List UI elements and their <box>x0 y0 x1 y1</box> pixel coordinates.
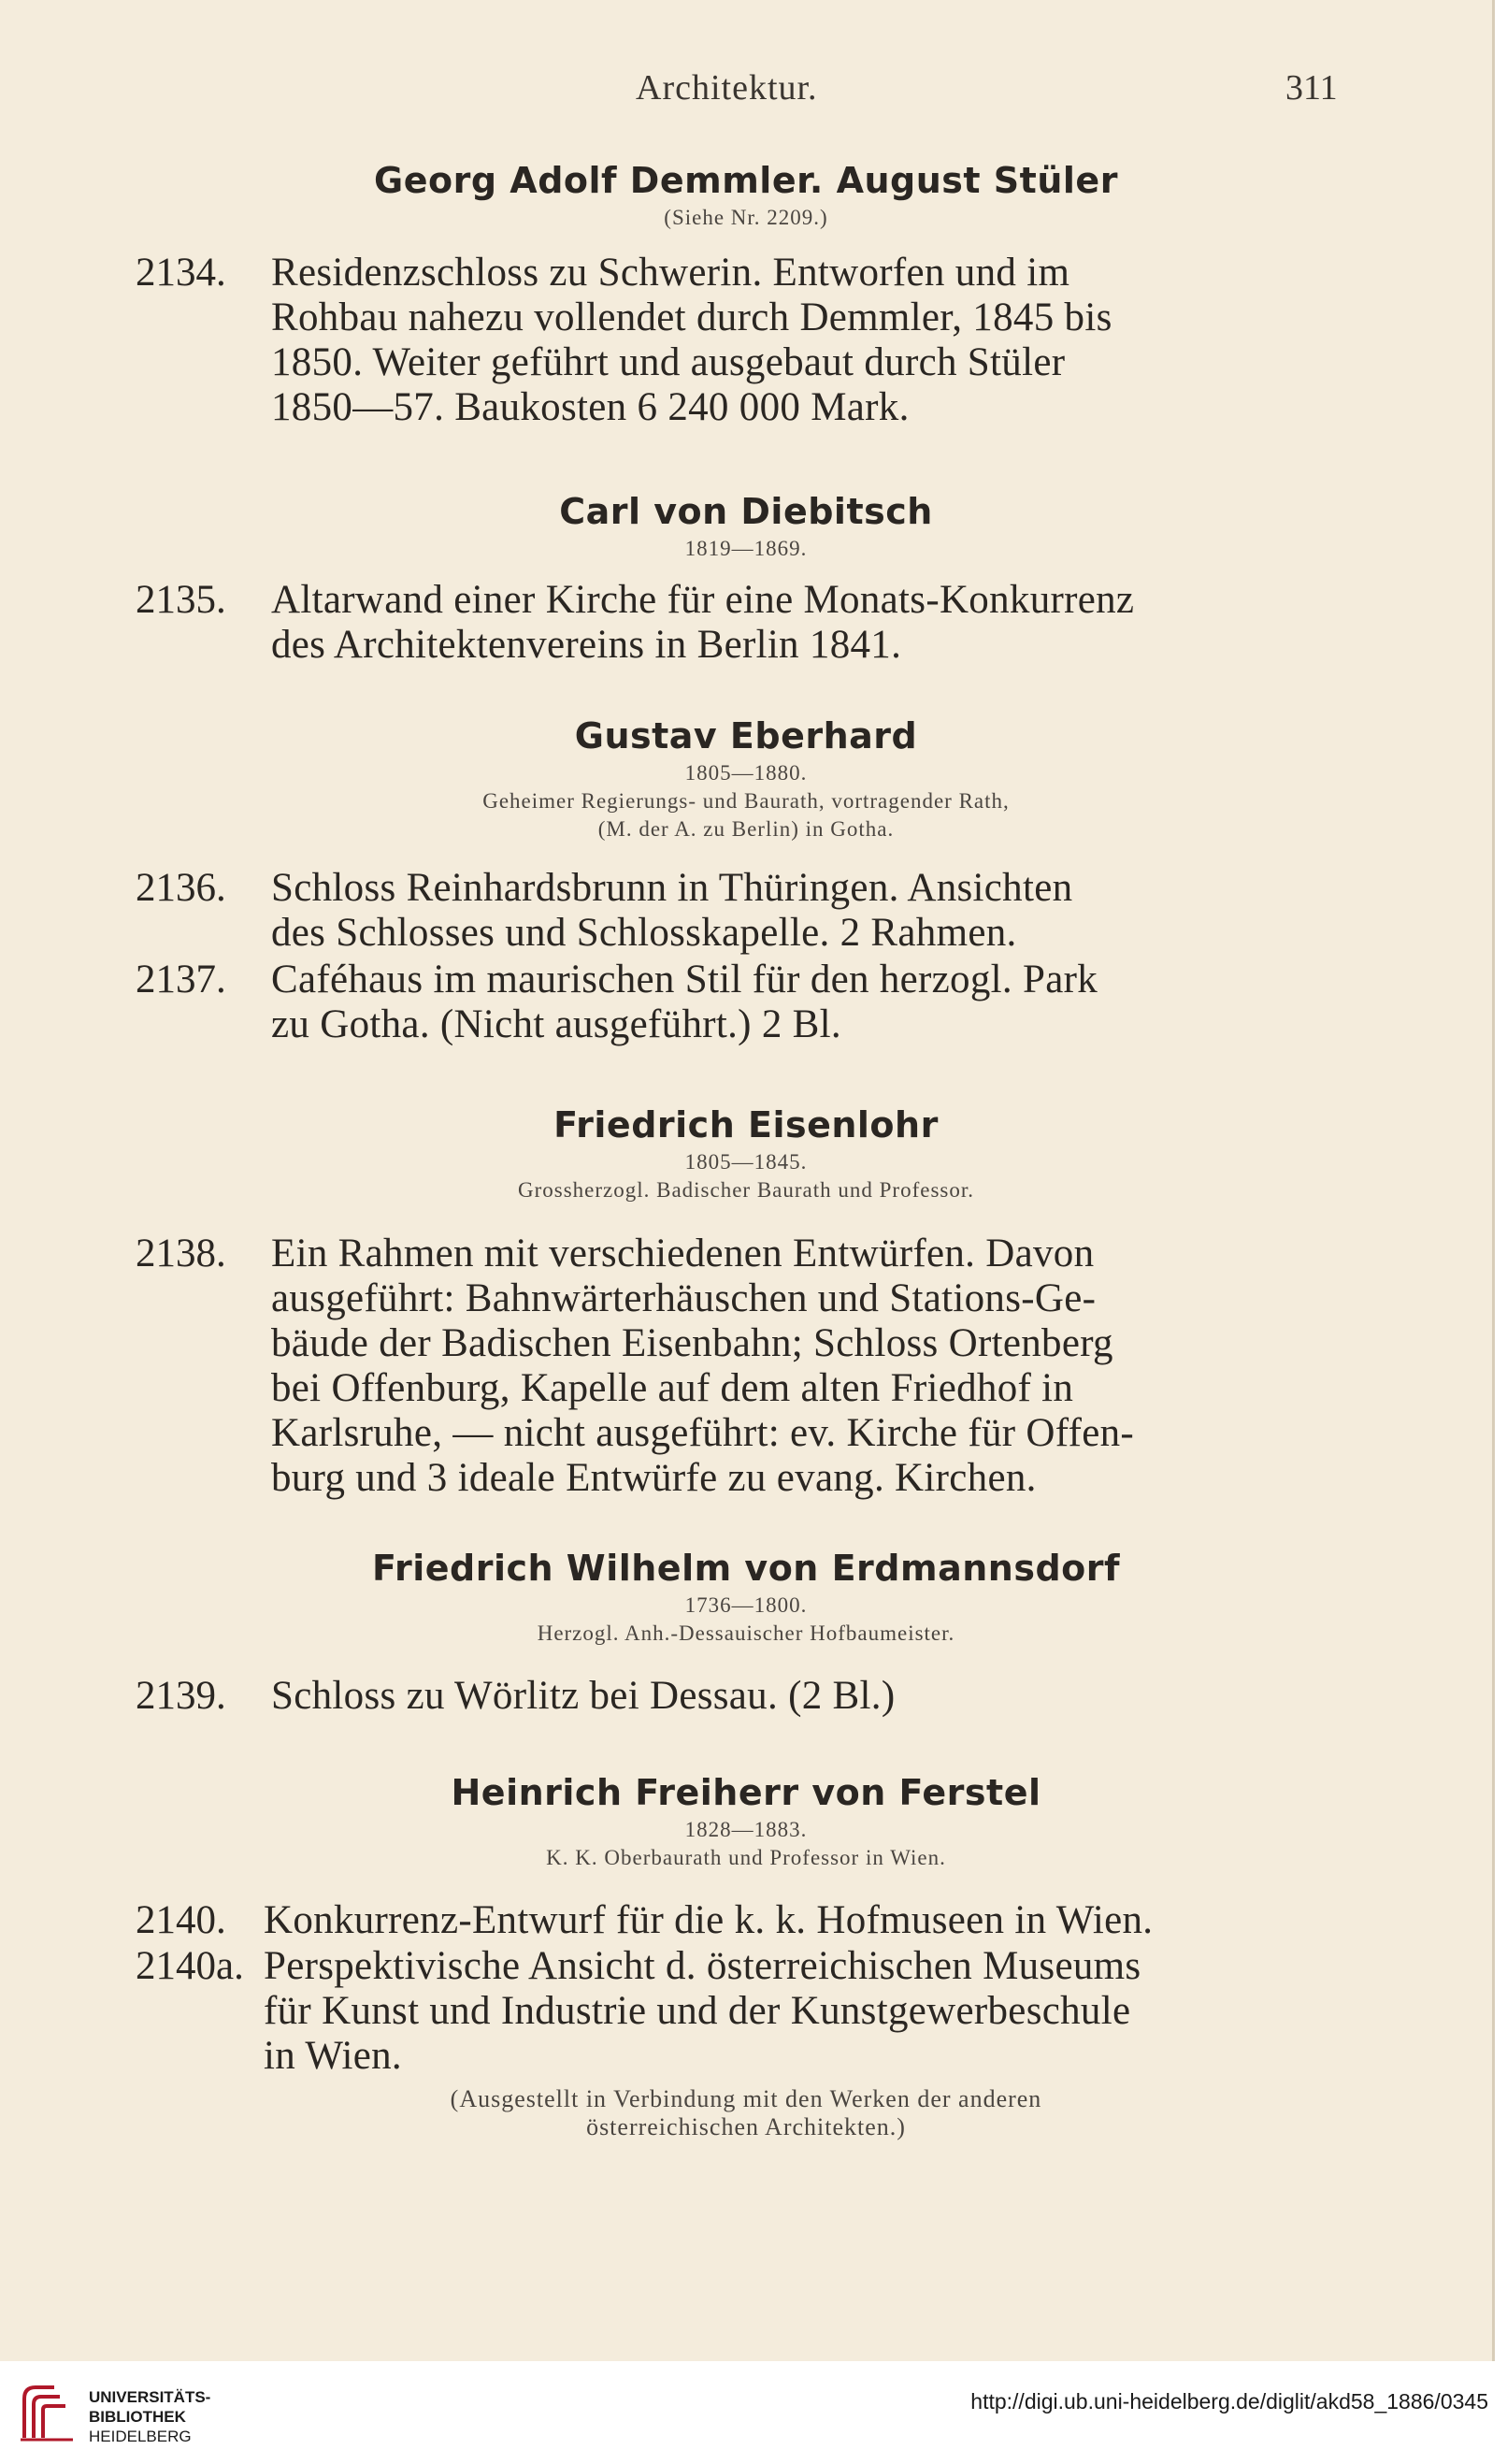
entry-line: bei Offenburg, Kapelle auf dem alten Friedhof in <box>271 1366 1074 1410</box>
entry-description <box>271 866 1346 956</box>
entry-line: Residenzschloss zu Schwerin. Entworfen und im <box>271 251 1070 295</box>
entry-description <box>271 1674 1346 1719</box>
running-head <box>0 67 1492 123</box>
section-eberhard <box>0 713 1492 843</box>
library-name-line: HEIDELBERG <box>89 2428 192 2445</box>
section-diebitsch <box>0 488 1492 563</box>
digitization-footer <box>0 2361 1507 2464</box>
architect-name: Friedrich Wilhelm von Erdmannsdorf <box>371 1548 1121 1589</box>
entry-line: ausgeführt: Bahnwärterhäuschen und Stations-Ge- <box>271 1276 1097 1320</box>
life-dates: 1805—1880. <box>684 761 808 785</box>
entry-number: 2137. <box>136 958 226 1001</box>
architect-title: K. K. Oberbaurath und Professor in Wien. <box>546 1846 946 1869</box>
entry-description <box>271 958 1346 1047</box>
section-demmler-stueler <box>0 157 1492 232</box>
entry-description <box>264 1944 1348 2079</box>
entry-line: Perspektivische Ansicht d. österreichischen Museums <box>264 1944 1141 1988</box>
section-ferstel <box>0 1769 1492 1872</box>
entry-number: 2134. <box>136 251 226 295</box>
architect-name: Heinrich Freiherr von Ferstel <box>451 1772 1041 1813</box>
entry-number: 2139. <box>136 1674 226 1718</box>
entry-description <box>271 251 1346 430</box>
section-erdmannsdorf <box>0 1545 1492 1648</box>
entry-line: Konkurrenz-Entwurf für die k. k. Hofmuseen in Wien. <box>264 1898 1154 1942</box>
architect-name: Gustav Eberhard <box>574 715 918 756</box>
library-name-line: BIBLIOTHEK <box>89 2408 186 2426</box>
architect-title: (M. der A. zu Berlin) in Gotha. <box>597 817 895 841</box>
entry-description <box>271 1232 1346 1501</box>
entry-number: 2138. <box>136 1232 226 1275</box>
entry-line: Caféhaus im maurischen Stil für den herzogl. Park <box>271 958 1098 1001</box>
architect-title: Herzogl. Anh.-Dessauischer Hofbaumeister. <box>537 1621 955 1645</box>
life-dates: 1805—1845. <box>684 1150 808 1174</box>
entry-line: Schloss zu Wörlitz bei Dessau. (2 Bl.) <box>271 1674 896 1718</box>
entry-line: in Wien. <box>264 2034 402 2078</box>
entry-line: Karlsruhe, — nicht ausgeführt: ev. Kirche für Offen- <box>271 1411 1135 1455</box>
library-logo-icon <box>17 2380 82 2445</box>
source-url-link[interactable]: http://digi.ub.uni-heidelberg.de/diglit/akd58_1886/0345 <box>970 2389 1488 2414</box>
entry-line: des Architektenvereins in Berlin 1841. <box>271 623 902 667</box>
entry-line: Altarwand einer Kirche für eine Monats-Konkurrenz <box>271 578 1135 622</box>
entry-line: 1850. Weiter geführt und ausgebaut durch Stüler <box>271 340 1066 384</box>
section-eisenlohr <box>0 1102 1492 1204</box>
entry-line: burg und 3 ideale Entwürfe zu evang. Kirchen. <box>271 1456 1037 1500</box>
entry-description <box>264 1898 1348 1943</box>
entry-line: für Kunst und Industrie und der Kunstgewerbeschule <box>264 1989 1131 2033</box>
entry-line: zu Gotha. (Nicht ausgeführt.) 2 Bl. <box>271 1002 841 1046</box>
entry-line: Schloss Reinhardsbrunn in Thüringen. Ansichten <box>271 866 1073 910</box>
entry-number: 2140. <box>136 1898 226 1942</box>
architect-title: Geheimer Regierungs- und Baurath, vortragender Rath, <box>482 789 1010 813</box>
entry-number: 2135. <box>136 578 226 622</box>
entry-line: Rohbau nahezu vollendet durch Demmler, 1845 bis <box>271 295 1112 339</box>
architect-name: Georg Adolf Demmler. August Stüler <box>374 160 1118 201</box>
life-dates: 1819—1869. <box>684 537 808 560</box>
architect-name: Friedrich Eisenlohr <box>553 1104 939 1146</box>
architect-title: Grossherzogl. Badischer Baurath und Professor. <box>517 1178 975 1202</box>
running-head-title: Architektur. <box>636 68 818 108</box>
life-dates: 1828—1883. <box>684 1818 808 1841</box>
entry-number: 2140a. <box>136 1944 244 1988</box>
entry-line: Ein Rahmen mit verschiedenen Entwürfen. Davon <box>271 1232 1095 1275</box>
page-number: 311 <box>1285 68 1338 108</box>
entry-number: 2136. <box>136 866 226 910</box>
exhibition-note <box>0 2085 1492 2141</box>
entry-description <box>271 578 1346 668</box>
life-dates: 1736—1800. <box>684 1593 808 1617</box>
architect-name: Carl von Diebitsch <box>559 491 933 532</box>
entry-line: des Schlosses und Schlosskapelle. 2 Rahmen. <box>271 911 1017 955</box>
entry-line: 1850—57. Baukosten 6 240 000 Mark. <box>271 385 910 429</box>
cross-reference: (Siehe Nr. 2209.) <box>664 206 828 229</box>
note-line: (Ausgestellt in Verbindung mit den Werken der anderen <box>450 2085 1042 2112</box>
note-line: österreichischen Architekten.) <box>586 2113 906 2140</box>
library-name <box>89 2387 210 2446</box>
library-name-line: UNIVERSITÄTS- <box>89 2388 211 2406</box>
entry-line: bäude der Badischen Eisenbahn; Schloss Ortenberg <box>271 1321 1113 1365</box>
